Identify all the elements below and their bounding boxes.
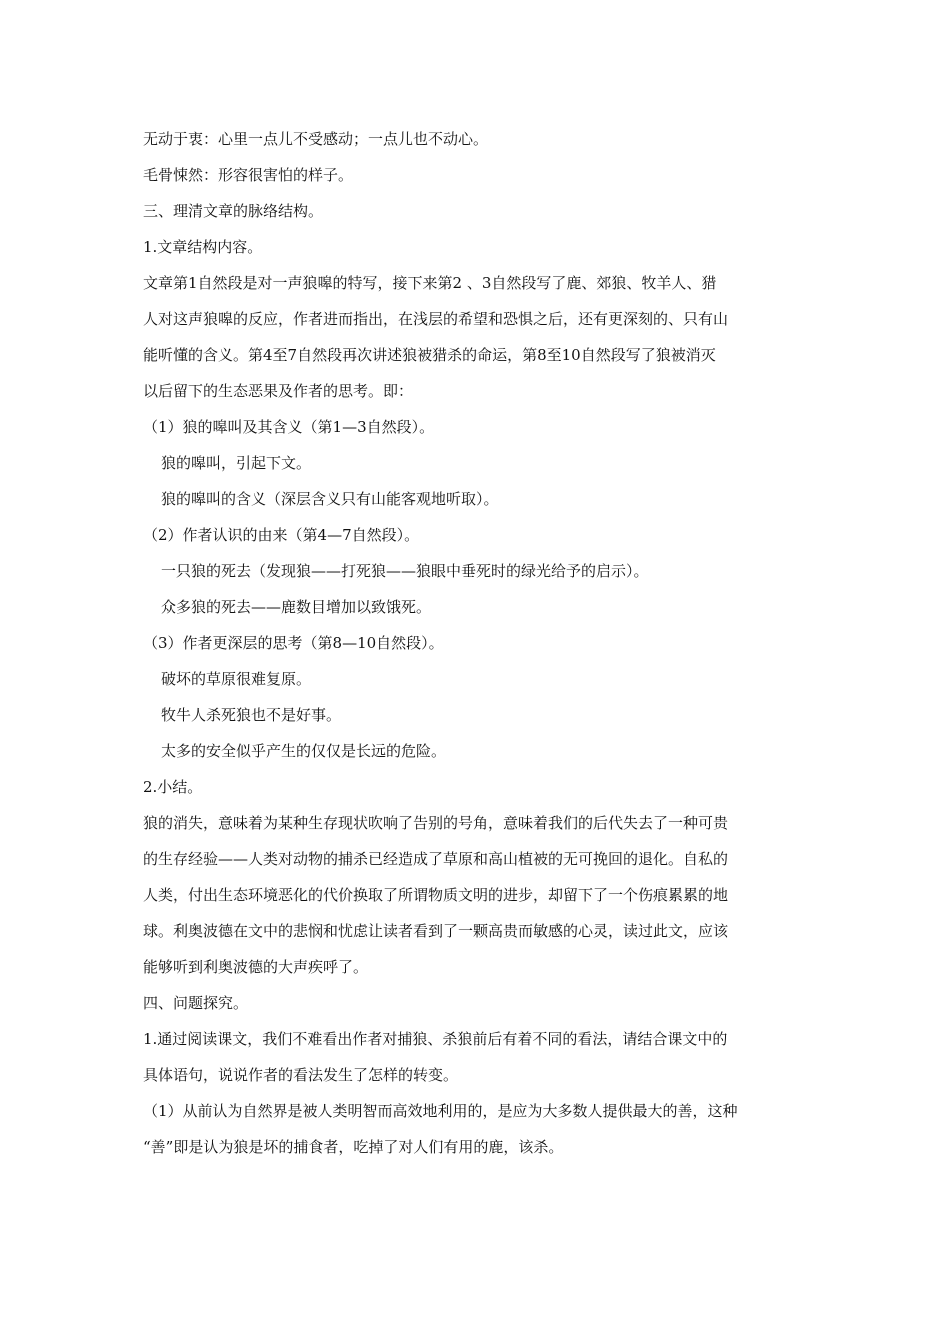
outline-subitem: 太多的安全似乎产生的仅仅是长远的危险。 bbox=[161, 742, 447, 760]
paragraph-line: 以后留下的生态恶果及作者的思考。即： bbox=[143, 382, 414, 400]
outline-item-1: （1）狼的嗥叫及其含义（第1—3自然段）。 bbox=[143, 418, 435, 436]
outline-subitem: 众多狼的死去——鹿数目增加以致饿死。 bbox=[161, 598, 432, 616]
section-heading-4: 四、问题探究。 bbox=[143, 994, 249, 1012]
outline-item-2: （2）作者认识的由来（第4—7自然段）。 bbox=[143, 526, 420, 544]
document-body bbox=[143, 121, 813, 1165]
outline-subitem: 一只狼的死去（发现狼——打死狼——狼眼中垂死时的绿光给予的启示）。 bbox=[161, 562, 649, 580]
outline-subitem: 狼的嗥叫，引起下文。 bbox=[161, 454, 312, 472]
paragraph-line: 狼的消失，意味着为某种生存现状吹响了告别的号角，意味着我们的后代失去了一种可贵 bbox=[143, 814, 729, 832]
outline-subitem: 牧牛人杀死狼也不是好事。 bbox=[161, 706, 342, 724]
vocab-line-2: 毛骨悚然：形容很害怕的样子。 bbox=[143, 166, 354, 184]
vocab-line-1: 无动于衷：心里一点儿不受感动；一点儿也不动心。 bbox=[143, 130, 489, 148]
answer-line: “善”即是认为狼是坏的捕食者，吃掉了对人们有用的鹿，该杀。 bbox=[143, 1138, 564, 1156]
outline-item-3: （3）作者更深层的思考（第8—10自然段）。 bbox=[143, 634, 444, 652]
subheading-structure: 1.文章结构内容。 bbox=[143, 238, 263, 256]
question-line: 具体语句，说说作者的看法发生了怎样的转变。 bbox=[143, 1066, 459, 1084]
answer-line: （1）从前认为自然界是被人类明智而高效地利用的，是应为大多数人提供最大的善，这种 bbox=[143, 1102, 738, 1120]
paragraph-line: 能听懂的含义。第4至7自然段再次讲述狼被猎杀的命运，第8至10自然段写了狼被消灭 bbox=[143, 346, 716, 364]
section-heading-3: 三、理清文章的脉络结构。 bbox=[143, 202, 324, 220]
paragraph-line: 人类，付出生态环境恶化的代价换取了所谓物质文明的进步，却留下了一个伤痕累累的地 bbox=[143, 886, 729, 904]
paragraph-line: 的生存经验——人类对动物的捕杀已经造成了草原和高山植被的无可挽回的退化。自私的 bbox=[143, 850, 729, 868]
subheading-summary: 2.小结。 bbox=[143, 778, 203, 796]
question-line: 1.通过阅读课文，我们不难看出作者对捕狼、杀狼前后有着不同的看法，请结合课文中的 bbox=[143, 1030, 728, 1048]
paragraph-line: 能够听到利奥波德的大声疾呼了。 bbox=[143, 958, 369, 976]
outline-subitem: 破坏的草原很难复原。 bbox=[161, 670, 312, 688]
paragraph-line: 球。利奥波德在文中的悲悯和忧虑让读者看到了一颗高贵而敏感的心灵，读过此文，应该 bbox=[143, 922, 729, 940]
paragraph-line: 文章第1自然段是对一声狼嗥的特写，接下来第2 、3自然段写了鹿、郊狼、牧羊人、猎 bbox=[143, 274, 717, 292]
outline-subitem: 狼的嗥叫的含义（深层含义只有山能客观地听取）。 bbox=[161, 490, 499, 508]
paragraph-line: 人对这声狼嗥的反应，作者进而指出，在浅层的希望和恐惧之后，还有更深刻的、只有山 bbox=[143, 310, 729, 328]
